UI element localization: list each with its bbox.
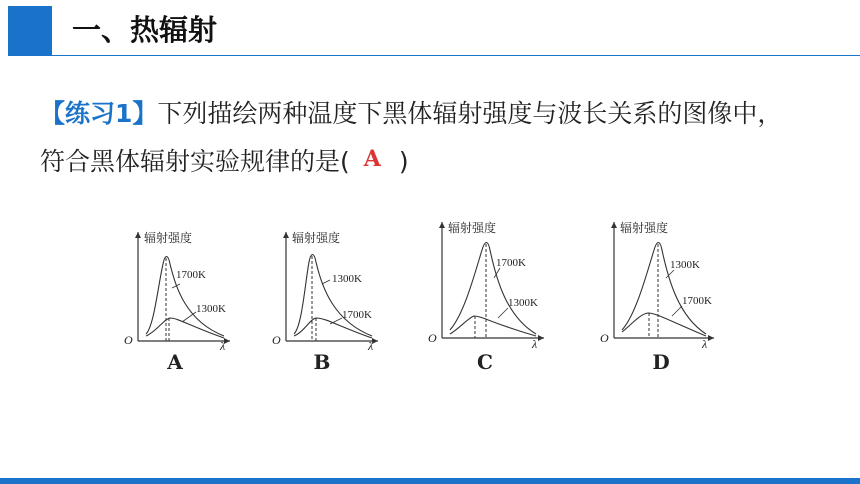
y-axis-label: 辐射强度 (448, 221, 497, 235)
caption-d: D (652, 350, 670, 374)
caption-c: C (477, 350, 493, 374)
origin-label: O (272, 333, 281, 347)
low-curve-label: 1700K (342, 309, 372, 321)
high-curve-label: 1300K (332, 273, 362, 285)
x-axis-label: λ (368, 339, 374, 353)
question-text-1: 下列描绘两种温度下黑体辐射强度与波长关系的图像中， (157, 99, 783, 128)
low-curve-label: 1300K (508, 297, 538, 309)
high-curve-label: 1700K (496, 257, 526, 269)
x-axis-label: λ (532, 337, 538, 351)
caption-b: B (313, 350, 331, 374)
curve-low (294, 318, 372, 338)
exercise-text (40, 90, 840, 187)
x-axis-label: λ (702, 337, 708, 351)
curve-low (146, 318, 224, 338)
question-text-close: ) (398, 147, 409, 176)
y-axis-label: 辐射强度 (292, 231, 341, 245)
curve-high (294, 255, 372, 337)
high-curve-label: 1700K (176, 269, 206, 281)
header-underline (52, 55, 860, 56)
y-axis-label: 辐射强度 (620, 221, 669, 235)
section-title: 一、热辐射 (72, 13, 218, 47)
exercise-tag: 【练习1】 (40, 99, 158, 128)
y-axis-label: 辐射强度 (144, 231, 193, 245)
low-curve-label: 1700K (682, 295, 712, 307)
origin-label: O (600, 331, 609, 345)
origin-label: O (124, 333, 133, 347)
low-curve-label: 1300K (196, 303, 226, 315)
caption-a: A (167, 350, 183, 374)
footer-bar (0, 478, 860, 484)
header-bar (0, 0, 860, 62)
origin-label: O (428, 331, 437, 345)
exercise-line-2 (40, 138, 840, 187)
high-curve-label: 1300K (670, 259, 700, 271)
curve-low (622, 313, 706, 336)
answer-letter: A (363, 146, 381, 172)
header-accent-block (8, 6, 52, 56)
question-text-2: 符合黑体辐射实验规律的是( (40, 147, 350, 176)
x-axis-label: λ (220, 339, 226, 353)
exercise-line-1 (40, 90, 840, 138)
curve-low (450, 316, 536, 336)
